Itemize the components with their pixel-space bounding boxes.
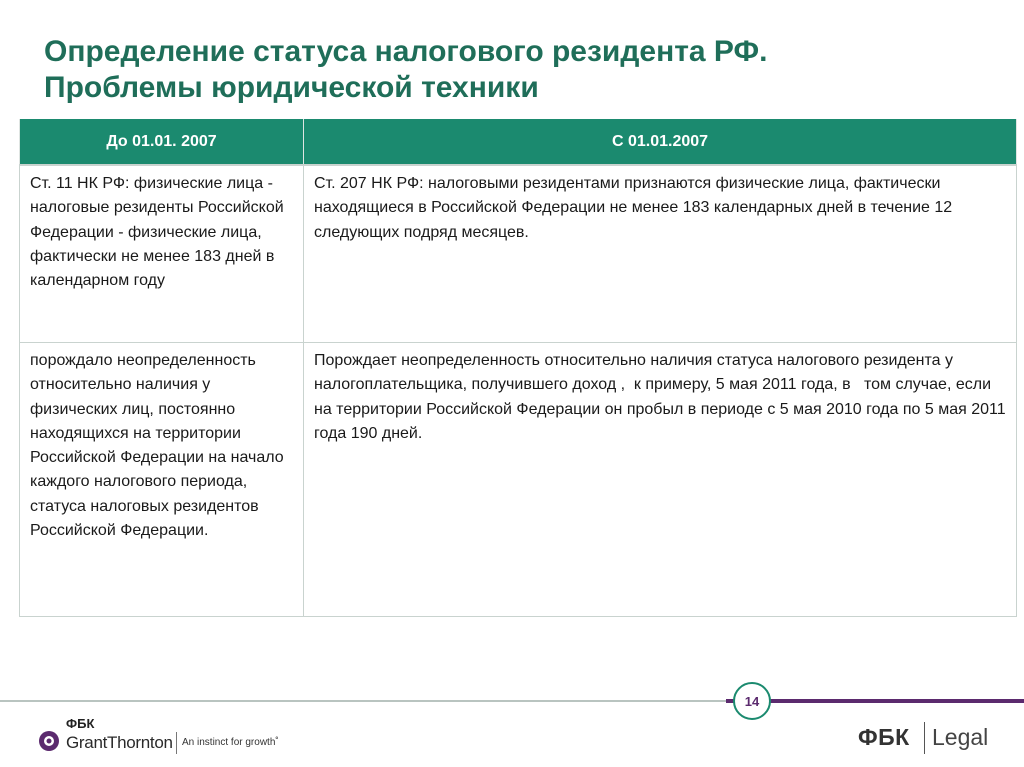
grant-thornton-logo [38,716,298,760]
slide-title-line-2: Проблемы юридической техники [44,71,539,104]
table-cell [304,343,1017,617]
table-cell [20,165,304,343]
column-header-before-2007: До 01.01. 2007 [20,119,304,165]
grant-thornton-name: GrantThornton [66,733,173,752]
column-header-since-2007: С 01.01.2007 [304,119,1017,165]
table-header-row [20,119,1017,165]
logo-separator [176,732,177,754]
grant-thornton-mark-icon [38,730,60,752]
slide-title [44,34,984,106]
table-row [20,165,1017,343]
table-cell [20,343,304,617]
cell-text: Ст. 11 НК РФ: физические лица - налоговые резиденты Российской Федерации - физические лица, фактически не менее 183 дней в календарном году [30,175,289,290]
cell-text: Порождает неопределенность относительно наличия статуса налогового резидента у налогоплательщика, получившего доход , к примеру, 5 мая 2011 года, в том случае, если на территории Российской Федерации он пробыл в периоде с 5 мая 2010 года по 5 мая 2011 года 190 дней. [314,352,1011,442]
fbk-legal-logo [858,722,1008,758]
fbk-brand: ФБК [858,724,910,750]
page-number: 14 [744,693,760,709]
comparison-table [19,119,1017,617]
cell-text: Ст. 207 НК РФ: налоговыми резидентами признаются физические лица, фактически находящиеся в Российской Федерации не менее 183 календарных дней в течение 12 следующих подряд месяцев. [314,175,957,241]
slide-title-line-1: Определение статуса налогового резидента РФ. [44,35,768,68]
grant-thornton-tagline: An instinct for growth˚ [182,737,279,748]
page-number-badge [733,682,771,720]
table-row [20,343,1017,617]
logo-separator [924,722,925,754]
legal-suffix: Legal [932,724,989,750]
fbk-small-label: ФБК [66,716,95,731]
table-cell [304,165,1017,343]
cell-text: порождало неопределенность относительно наличия у физических лиц, постоянно находящихся на территории Российской Федерации на начало каждого налогового периода, статуса налоговых резидентов Российской Федерации. [30,352,289,540]
